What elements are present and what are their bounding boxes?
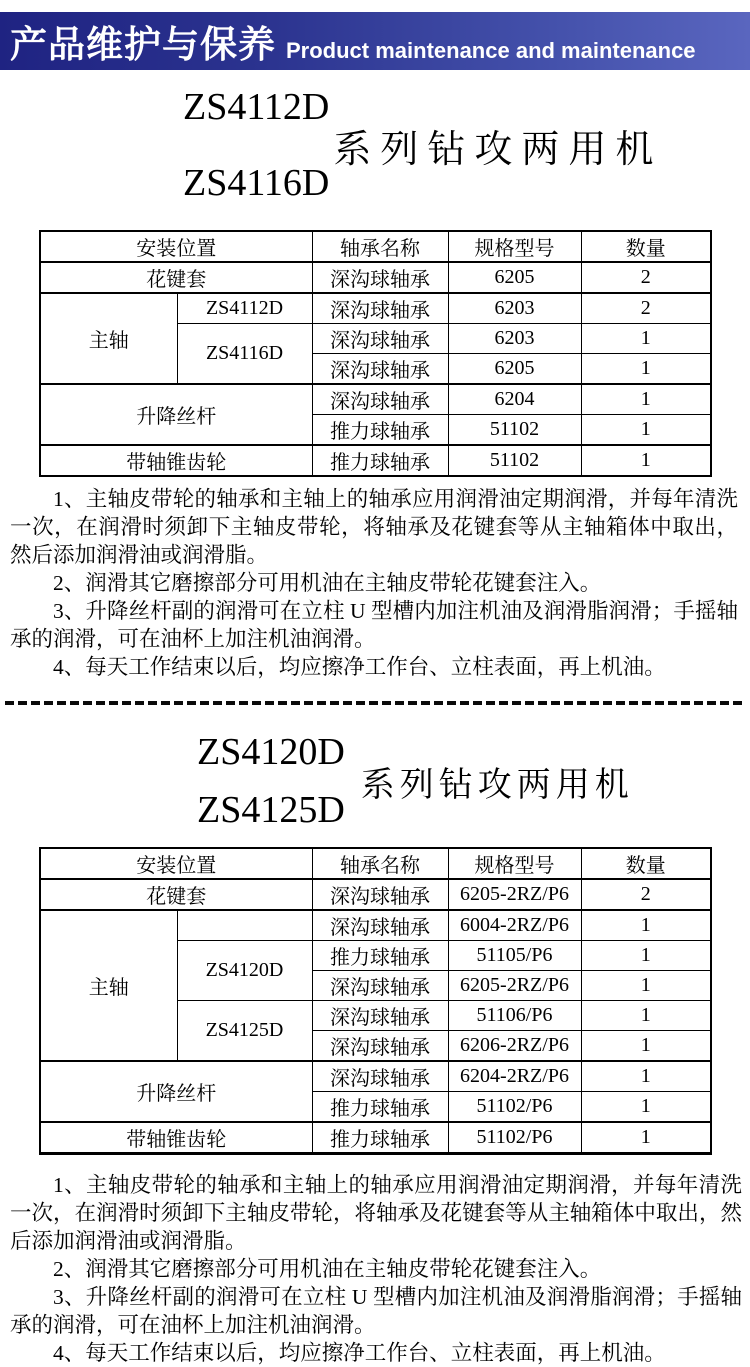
table1-header-row [40, 231, 711, 262]
table2-header-row [40, 848, 711, 879]
table2-col-qty: 数量 [581, 848, 711, 879]
section1-title [183, 88, 750, 204]
cell-position-group: 主轴 [40, 910, 177, 1061]
cell-spec-model: 51102 [448, 445, 581, 476]
cell-qty: 1 [581, 323, 711, 353]
cell-qty: 1 [581, 384, 711, 415]
cell-qty: 1 [581, 1122, 711, 1154]
cell-spec-model: 6203 [448, 293, 581, 324]
cell-spec-model: 6206-2RZ/P6 [448, 1030, 581, 1061]
section2-model-list [197, 730, 345, 831]
section1-model-list [183, 88, 329, 204]
cell-qty: 1 [581, 1091, 711, 1122]
cell-spec-model: 6204-2RZ/P6 [448, 1061, 581, 1092]
cell-spec-model: 6205 [448, 353, 581, 384]
table2-col-spec-model: 规格型号 [448, 848, 581, 879]
maintenance-notes-2 [10, 1171, 742, 1367]
table1-row-lift-screw-1 [40, 384, 711, 415]
cell-qty: 1 [581, 414, 711, 445]
dashed-divider [5, 701, 745, 705]
note-item-2: 2、润滑其它磨擦部分可用机油在主轴皮带轮花键套注入。 [53, 570, 602, 595]
cell-position: 花键套 [40, 262, 312, 293]
section1-series-label: 系列钻攻两用机 [333, 129, 663, 172]
cell-qty: 1 [581, 1030, 711, 1061]
note-item-4: 4、每天工作结束以后，均应擦净工作台、立柱表面，再上机油。 [53, 654, 666, 679]
table1-col-bearing-name: 轴承名称 [312, 231, 448, 262]
cell-spec-model: 6205-2RZ/P6 [448, 879, 581, 910]
cell-bearing-name: 推力球轴承 [312, 445, 448, 476]
cell-bearing-name: 推力球轴承 [312, 1122, 448, 1154]
cell-qty: 1 [581, 970, 711, 1000]
cell-spec-model: 51102 [448, 414, 581, 445]
cell-bearing-name: 推力球轴承 [312, 414, 448, 445]
cell-bearing-name: 深沟球轴承 [312, 323, 448, 353]
section2-title [197, 730, 750, 831]
cell-position-group: 主轴 [40, 293, 177, 384]
note-item-2: 2、润滑其它磨擦部分可用机油在主轴皮带轮花键套注入。 [53, 1256, 602, 1281]
cell-position: 带轴锥齿轮 [40, 1122, 312, 1154]
note-item-4: 4、每天工作结束以后，均应擦净工作台、立柱表面，再上机油。 [53, 1340, 666, 1365]
cell-sub-model: ZS4120D [177, 940, 312, 1000]
model-label-zs4116d: ZS4116D [183, 161, 330, 204]
note-item-3: 3、升降丝杆副的润滑可在立柱 U 型槽内加注机油及润滑脂润滑；手摇轴承的润滑，可在油杯上加注机油润滑。 [10, 1284, 742, 1337]
cell-spec-model: 51102/P6 [448, 1122, 581, 1154]
cell-spec-model: 51102/P6 [448, 1091, 581, 1122]
note-item-3: 3、升降丝杆副的润滑可在立柱 U 型槽内加注机油及润滑脂润滑；手摇轴承的润滑，可在油杯上加注机油润滑。 [10, 598, 738, 651]
bearing-table-1 [39, 230, 712, 477]
cell-sub-model: ZS4116D [177, 323, 312, 384]
bearing-table-2 [39, 847, 712, 1155]
cell-spec-model: 51105/P6 [448, 940, 581, 970]
cell-spec-model: 6204 [448, 384, 581, 415]
cell-bearing-name: 深沟球轴承 [312, 970, 448, 1000]
cell-bearing-name: 深沟球轴承 [312, 1030, 448, 1061]
model-label-zs4112d: ZS4112D [183, 86, 330, 128]
table1-row-spindle-1 [40, 293, 711, 324]
table1-row-spline-sleeve [40, 262, 711, 293]
cell-bearing-name: 推力球轴承 [312, 1091, 448, 1122]
cell-bearing-name: 深沟球轴承 [312, 353, 448, 384]
table1-col-position: 安装位置 [40, 231, 312, 262]
cell-qty: 1 [581, 940, 711, 970]
table2-col-position: 安装位置 [40, 848, 312, 879]
cell-bearing-name: 深沟球轴承 [312, 1061, 448, 1092]
maintenance-notes-1 [10, 485, 738, 681]
cell-bearing-name: 深沟球轴承 [312, 1000, 448, 1030]
cell-bearing-name: 深沟球轴承 [312, 910, 448, 941]
cell-bearing-name: 深沟球轴承 [312, 384, 448, 415]
note-item-1: 1、主轴皮带轮的轴承和主轴上的轴承应用润滑油定期润滑，并每年清洗一次，在润滑时须卸下主轴皮带轮，将轴承及花键套等从主轴箱体中取出，然后添加润滑油或润滑脂。 [10, 486, 738, 567]
table2-row-spline-sleeve [40, 879, 711, 910]
cell-position: 带轴锥齿轮 [40, 445, 312, 476]
cell-qty: 1 [581, 910, 711, 941]
note-item-1: 1、主轴皮带轮的轴承和主轴上的轴承应用润滑油定期润滑，并每年清洗一次，在润滑时须卸下主轴皮带轮，将轴承及花键套等从主轴箱体中取出，然后添加润滑油或润滑脂。 [10, 1172, 742, 1253]
table1-row-bevel-gear [40, 445, 711, 476]
cell-spec-model: 6203 [448, 323, 581, 353]
page-header-banner [0, 12, 750, 70]
cell-qty: 1 [581, 445, 711, 476]
cell-spec-model: 6004-2RZ/P6 [448, 910, 581, 941]
cell-qty: 1 [581, 1061, 711, 1092]
cell-bearing-name: 深沟球轴承 [312, 879, 448, 910]
cell-spec-model: 6205 [448, 262, 581, 293]
cell-bearing-name: 深沟球轴承 [312, 293, 448, 324]
cell-sub-model: ZS4125D [177, 1000, 312, 1061]
cell-position: 升降丝杆 [40, 384, 312, 445]
cell-sub-model: ZS4112D [177, 293, 312, 324]
cell-spec-model: 6205-2RZ/P6 [448, 970, 581, 1000]
table2-row-lift-screw-1 [40, 1061, 711, 1092]
cell-qty: 2 [581, 262, 711, 293]
section2-series-label: 系列钻攻两用机 [360, 767, 634, 805]
table1-col-spec-model: 规格型号 [448, 231, 581, 262]
model-label-zs4125d: ZS4125D [197, 788, 345, 831]
cell-bearing-name: 深沟球轴承 [312, 262, 448, 293]
cell-spec-model: 51106/P6 [448, 1000, 581, 1030]
cell-qty: 1 [581, 1000, 711, 1030]
cell-qty: 2 [581, 879, 711, 910]
cell-position: 升降丝杆 [40, 1061, 312, 1122]
cell-sub-model [177, 910, 312, 941]
page-title-zh: 产品维护与保养 [10, 24, 276, 65]
cell-qty: 2 [581, 293, 711, 324]
cell-qty: 1 [581, 353, 711, 384]
model-label-zs4120d: ZS4120D [197, 730, 345, 773]
cell-bearing-name: 推力球轴承 [312, 940, 448, 970]
table2-row-spindle-1 [40, 910, 711, 941]
table2-col-bearing-name: 轴承名称 [312, 848, 448, 879]
cell-position: 花键套 [40, 879, 312, 910]
table1-col-qty: 数量 [581, 231, 711, 262]
table2-row-bevel-gear [40, 1122, 711, 1154]
page-title-en: Product maintenance and maintenance [286, 37, 696, 63]
